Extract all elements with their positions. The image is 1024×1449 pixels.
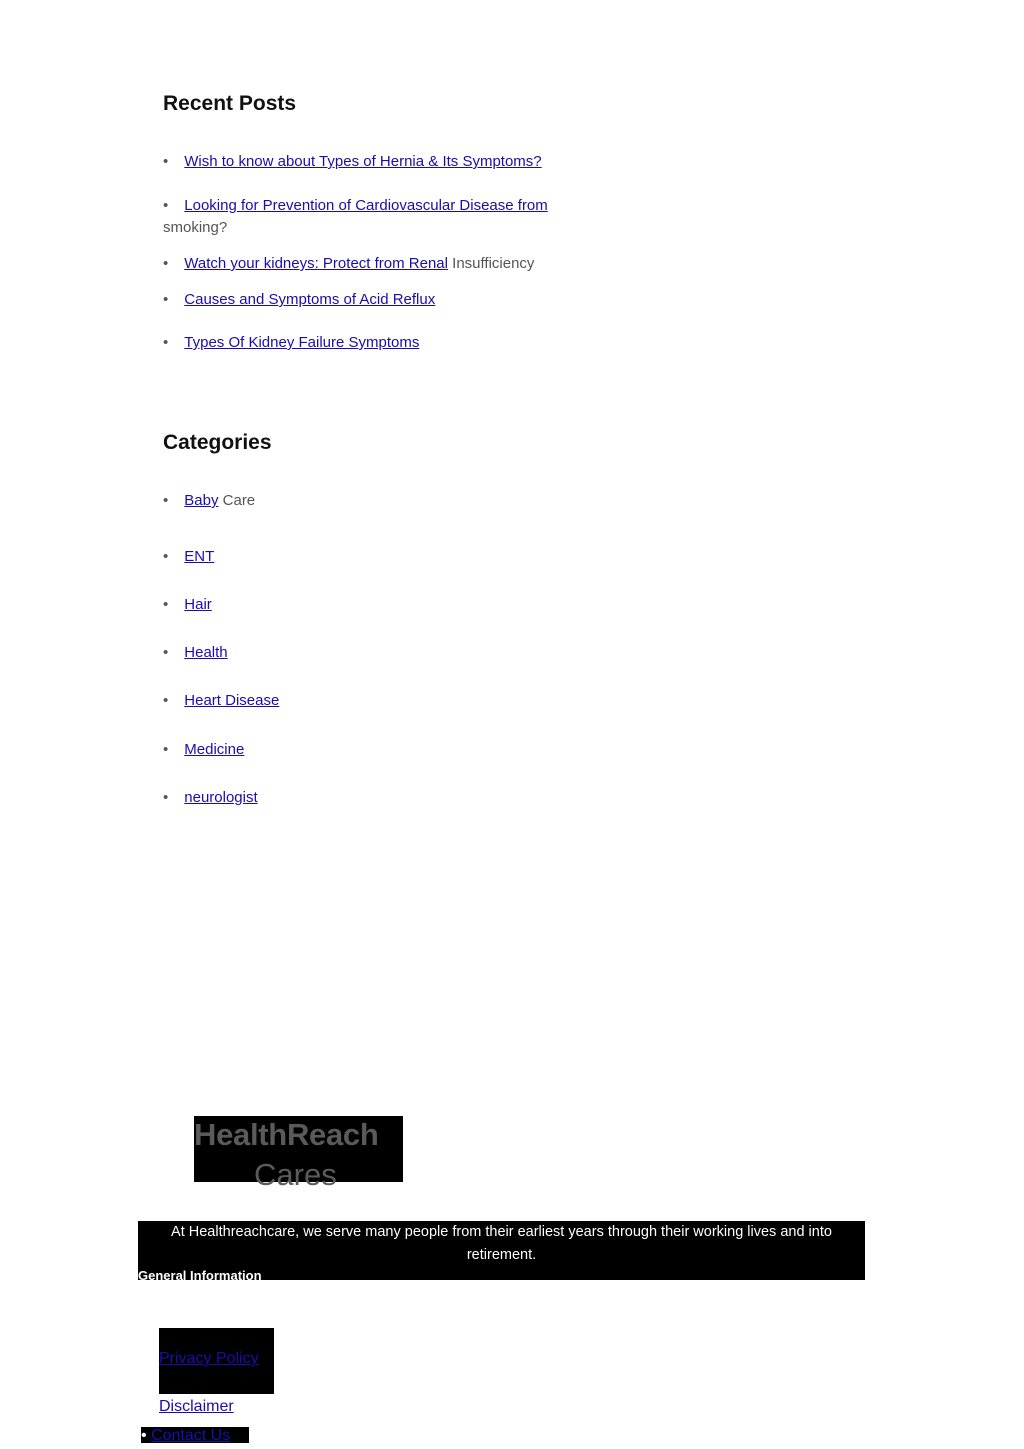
general-information-heading: General Information: [138, 1269, 262, 1280]
category-link-text: Heart Disease: [184, 692, 280, 709]
site-logo[interactable]: [194, 1116, 403, 1192]
recent-posts-heading: Recent Posts: [163, 92, 297, 115]
category-link-ent[interactable]: [168, 548, 214, 565]
category-link-text: Hair: [184, 596, 212, 613]
logo-sub-text: Cares: [254, 1157, 337, 1192]
category-link-neurologist[interactable]: [168, 789, 257, 806]
category-link-text: Medicine: [184, 741, 245, 758]
bullet: •: [163, 492, 169, 509]
bullet: •: [141, 1427, 147, 1443]
category-link-medicine[interactable]: [168, 741, 244, 758]
bullet: •: [163, 548, 169, 565]
category-item: [163, 546, 214, 568]
recent-post-item: [163, 151, 542, 173]
category-link-text: neurologist: [184, 789, 258, 806]
category-link-heart-disease[interactable]: [168, 692, 279, 709]
bullet: •: [163, 197, 169, 214]
recent-post-link-acid-reflux[interactable]: [168, 291, 435, 308]
category-link-text: Health: [184, 644, 228, 661]
recent-post-item: [163, 332, 419, 354]
bullet: •: [163, 692, 169, 709]
category-item: [163, 594, 212, 616]
recent-post-link-hernia[interactable]: Wish to know about Types of Hernia & Its Symptoms?: [184, 153, 542, 170]
recent-post-item: [163, 289, 435, 311]
recent-post-link-text: Looking for Prevention of Cardiovascular Disease from: [184, 197, 548, 214]
recent-post-rest-text: Insufficiency: [452, 255, 535, 272]
bullet: •: [163, 789, 169, 806]
contact-us-item: [141, 1427, 249, 1443]
recent-post-item: [163, 253, 534, 275]
privacy-policy-link[interactable]: Privacy Policy: [159, 1350, 259, 1367]
bullet: •: [163, 596, 169, 613]
category-link-hair[interactable]: [168, 596, 212, 613]
category-item: [163, 739, 244, 761]
category-item: [163, 690, 279, 712]
category-link-text: Baby: [184, 492, 219, 509]
categories-heading: Categories: [163, 431, 272, 454]
recent-post-link-text: Causes and Symptoms of Acid Reflux: [184, 291, 436, 308]
recent-post-link-kidney-failure[interactable]: Types Of Kidney Failure Symptoms: [184, 334, 420, 351]
recent-post-link-renal[interactable]: Watch your kidneys: Protect from Renal: [184, 255, 448, 272]
recent-post-item: [163, 195, 548, 217]
bullet: •: [163, 644, 169, 661]
category-link-text: ENT: [184, 548, 215, 565]
category-item: [163, 490, 255, 512]
logo-main-text: HealthReach: [194, 1117, 379, 1152]
recent-post-continuation: smoking?: [163, 219, 228, 236]
category-link-baby[interactable]: [168, 492, 218, 509]
bullet: •: [163, 153, 169, 170]
bullet: •: [163, 255, 169, 272]
category-item: [163, 787, 258, 809]
category-link-health[interactable]: [168, 644, 227, 661]
bullet: •: [163, 291, 169, 308]
footer-about-text: At Healthreachcare, we serve many people from their earliest years through their working lives and into retirement.: [171, 1224, 832, 1263]
disclaimer-link[interactable]: Disclaimer: [159, 1398, 234, 1415]
bullet: •: [163, 741, 169, 758]
recent-post-link-cardiovascular[interactable]: [168, 197, 548, 214]
category-rest-text: Care: [222, 492, 256, 509]
bullet: •: [163, 334, 169, 351]
category-item: [163, 642, 228, 664]
contact-us-link[interactable]: Contact Us: [151, 1427, 231, 1443]
